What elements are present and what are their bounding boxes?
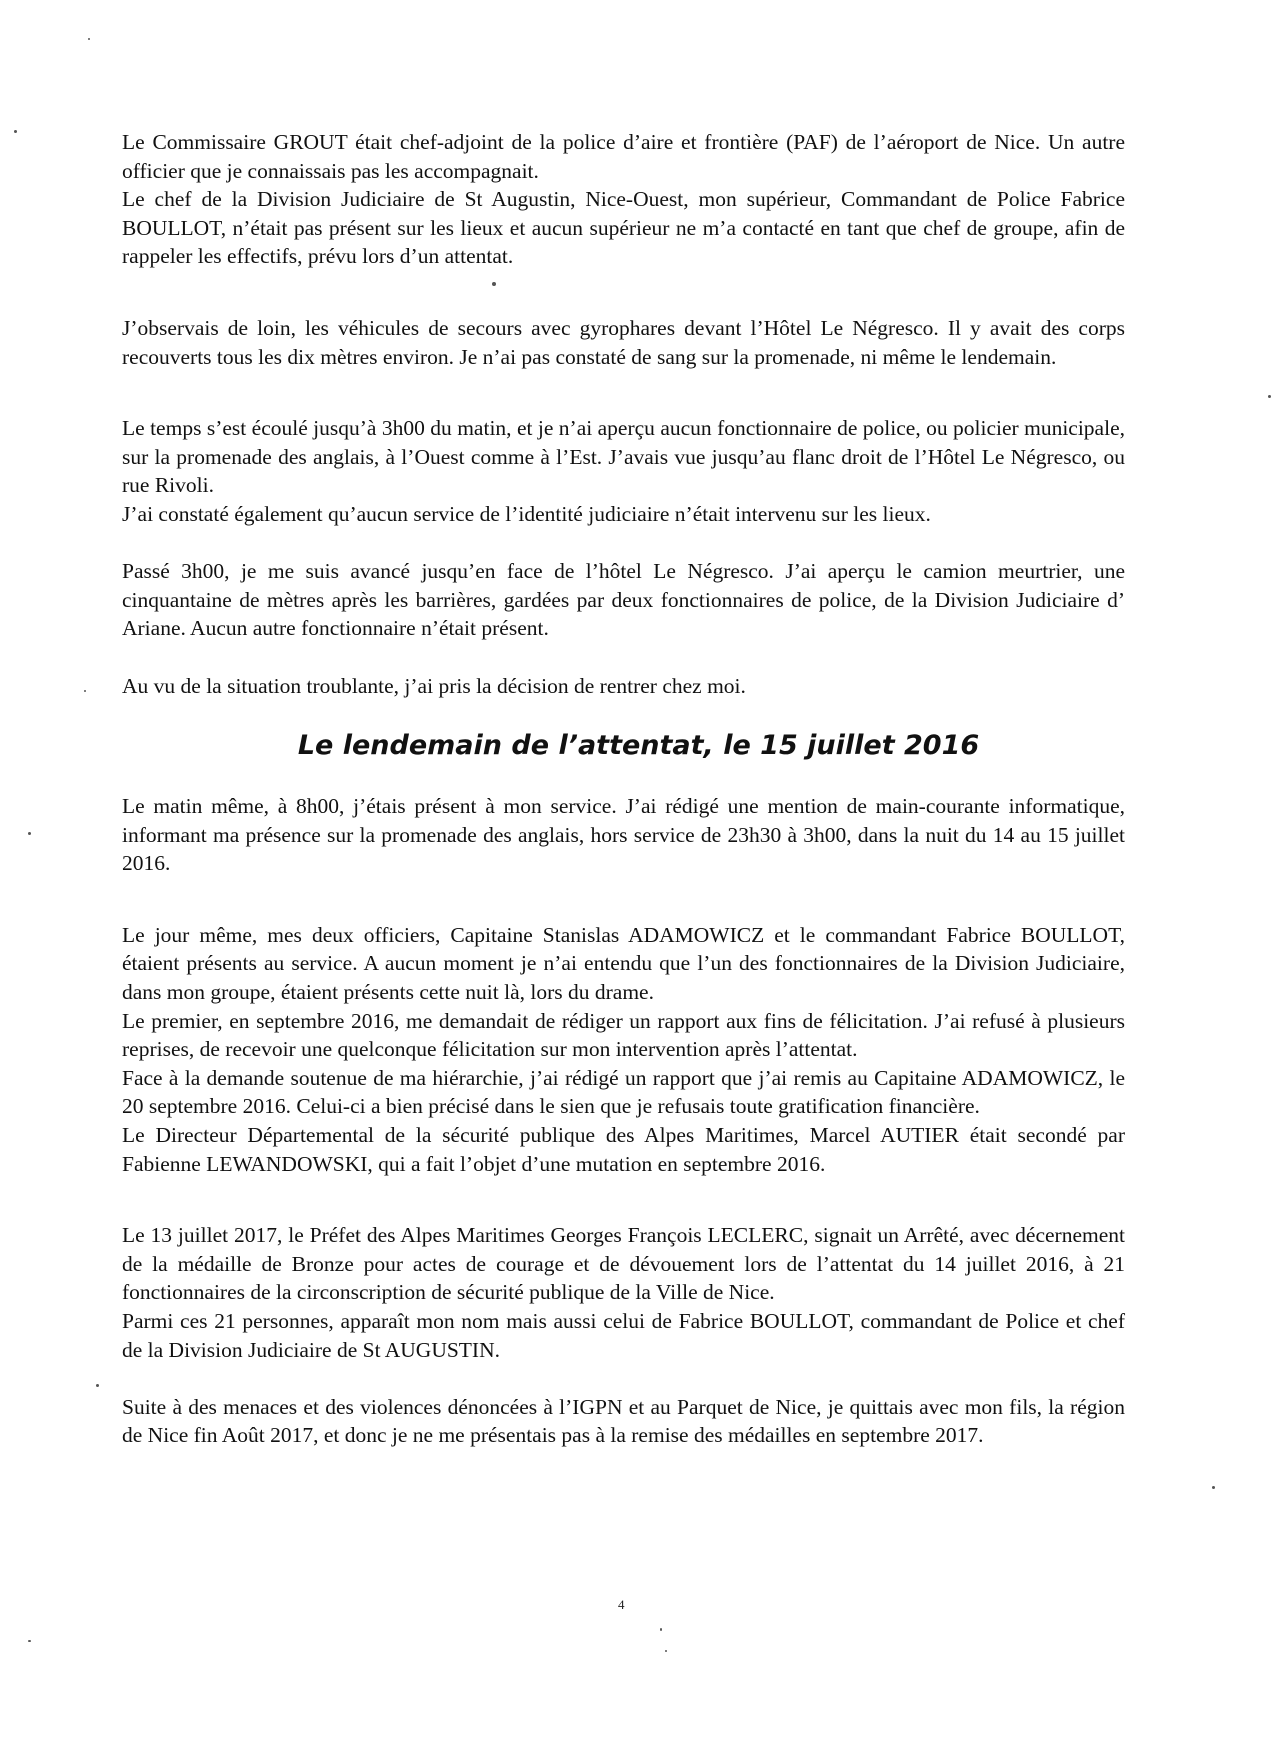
section-heading: Le lendemain de l’attentat, le 15 juillet 2016 — [297, 730, 980, 762]
scan-speck — [28, 832, 31, 835]
paragraph: Le jour même, mes deux officiers, Capitaine Stanislas ADAMOWICZ et le commandant Fabrice BOULLOT, étaient présents au service. A aucun moment je n’ai entendu que l’un des fonctionnaires de la Division Judiciaire, dans mon groupe, étaient présents cette nuit là, lors du drame. — [122, 922, 1125, 1005]
paragraph-spacer — [122, 878, 1125, 921]
scan-speck — [1268, 395, 1271, 398]
paragraph-spacer — [122, 529, 1125, 558]
scan-speck — [660, 1628, 662, 1631]
scan-speck — [28, 1640, 31, 1642]
paragraph-spacer — [122, 643, 1125, 672]
paragraph: J’ai constaté également qu’aucun service de l’identité judiciaire n’était intervenu sur les lieux. — [122, 501, 931, 526]
page-number: 4 — [618, 1597, 625, 1612]
paragraph: Le Commissaire GROUT était chef-adjoint de la police d’aire et frontière (PAF) de l’aéroport de Nice. Un autre officier que je connaissais pas les accompagnait. — [122, 130, 1125, 183]
scan-speck — [84, 690, 86, 692]
paragraph: Le Directeur Départemental de la sécurité publique des Alpes Maritimes, Marcel AUTIER était secondé par Fabienne LEWANDOWSKI, qui a fait l’objet d’une mutation en septembre 2016. — [122, 1123, 1125, 1176]
document-body — [122, 128, 1125, 1450]
paragraph: Le matin même, à 8h00, j’étais présent à mon service. J’ai rédigé une mention de main-courante informatique, informant ma présence sur la promenade des anglais, hors service de 23h30 à 3h00, dans la nuit du 14 au 15 juillet 2016. — [122, 794, 1125, 876]
scan-speck — [1212, 1486, 1215, 1489]
paragraph: Le premier, en septembre 2016, me demandait de rédiger un rapport aux fins de félicitation. J’ai refusé à plusieurs reprises, de recevoir une quelconque félicitation sur mon intervention après l’attentat. — [122, 1008, 1125, 1062]
scan-speck — [96, 1384, 99, 1387]
paragraph: Le chef de la Division Judiciaire de St Augustin, Nice-Ouest, mon supérieur, Commandant de Police Fabrice BOULLOT, n’était pas présent sur les lieux et aucun supérieur ne m’a contacté en tant que chef de groupe, afin de rappeler les effectifs, prévu lors d’un attentat. — [122, 187, 1125, 269]
paragraph: Face à la demande soutenue de ma hiérarchie, j’ai rédigé un rapport que j’ai remis au Capitaine ADAMOWICZ, le 20 septembre 2016. Celui-ci a bien précisé dans le sien que je refusais toute gratification financière. — [122, 1065, 1125, 1119]
section-heading-container — [122, 700, 1125, 792]
paragraph-spacer — [122, 371, 1125, 414]
paragraph: J’observais de loin, les véhicules de secours avec gyrophares devant l’Hôtel Le Négresco. Il y avait des corps recouverts tous les dix mètres environ. Je n’ai pas constaté de sang sur la promenade, ni même le lendemain. — [122, 315, 1125, 369]
paragraph: Au vu de la situation troublante, j’ai pris la décision de rentrer chez moi. — [122, 673, 746, 698]
paragraph-spacer — [122, 1178, 1125, 1221]
paragraph: Passé 3h00, je me suis avancé jusqu’en face de l’hôtel Le Négresco. J’ai aperçu le camion meurtrier, une cinquantaine de mètres après les barrières, gardées par deux fonctionnaires de police, de la Division Judiciaire d’ Ariane. Aucun autre fonctionnaire n’était présent. — [122, 559, 1125, 641]
paragraph: Suite à des menaces et des violences dénoncées à l’IGPN et au Parquet de Nice, je quittais avec mon fils, la région de Nice fin Août 2017, et donc je ne me présentais pas à la remise des médailles en septembre 2017. — [122, 1394, 1125, 1448]
paragraph: Le temps s’est écoulé jusqu’à 3h00 du matin, et je n’ai aperçu aucun fonctionnaire de police, ou policier municipale, sur la promenade des anglais, à l’Ouest comme à l’Est. J’avais vue jusqu’au flanc droit de l’Hôtel Le Négresco, ou rue Rivoli. — [122, 416, 1125, 498]
scan-speck — [88, 38, 90, 40]
paragraph-spacer — [122, 271, 1125, 314]
scan-speck — [665, 1650, 667, 1652]
paragraph-spacer — [122, 1364, 1125, 1393]
paragraph: Parmi ces 21 personnes, apparaît mon nom mais aussi celui de Fabrice BOULLOT, commandant de Police et chef de la Division Judiciaire de St AUGUSTIN. — [122, 1309, 1125, 1362]
paragraph: Le 13 juillet 2017, le Préfet des Alpes Maritimes Georges François LECLERC, signait un Arrêté, avec décernement de la médaille de Bronze pour actes de courage et de dévouement lors de l’attentat du 14 juillet 2016, à 21 fonctionnaires de la circonscription de sécurité publique de la Ville de Nice. — [122, 1223, 1125, 1305]
scan-speck — [14, 130, 17, 133]
